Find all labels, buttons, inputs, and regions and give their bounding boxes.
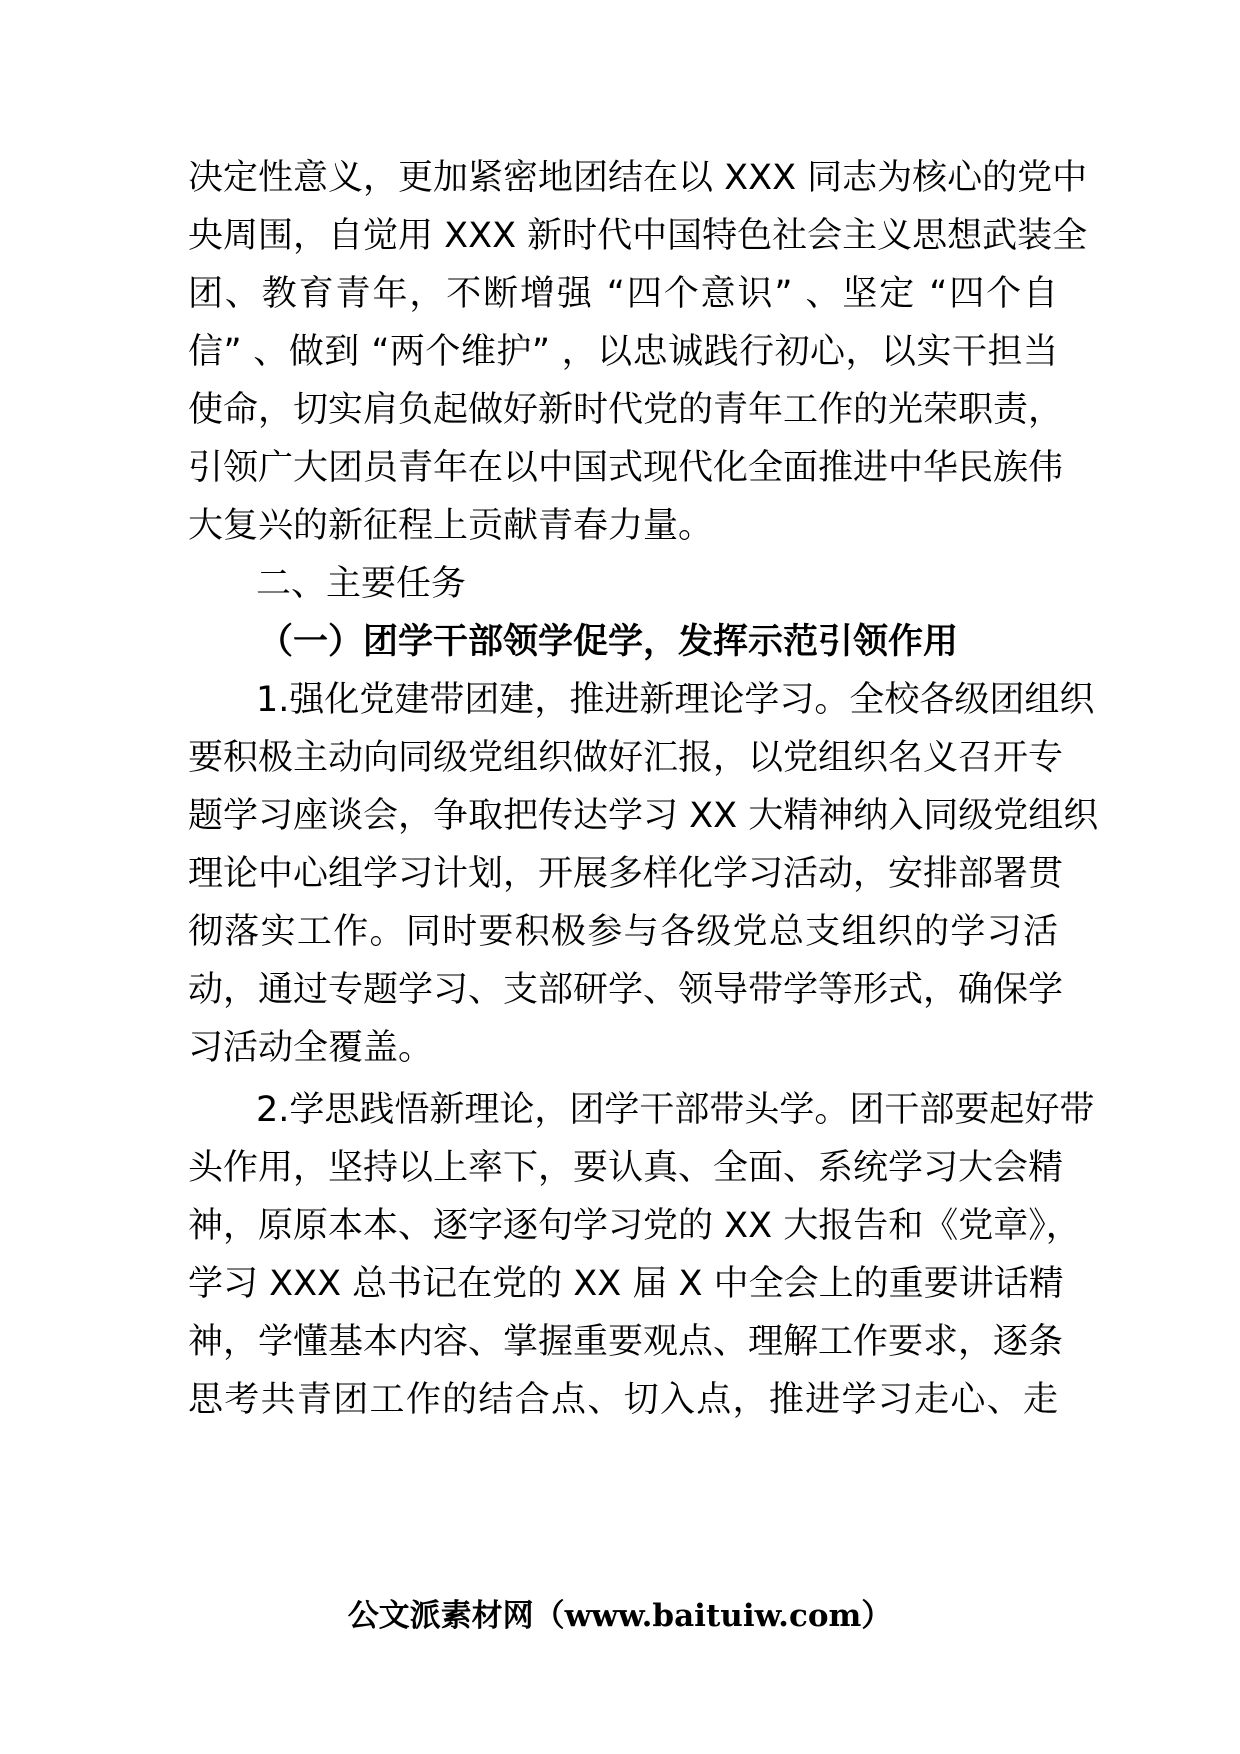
- subsection-heading: （一）团学干部领学促学，发挥示范引领作用: [258, 622, 959, 662]
- paragraph-line: 引领广大团员青年在以中国式现代化全面推进中华民族伟: [188, 448, 1064, 488]
- paragraph-line: 要积极主动向同级党组织做好汇报，以党组织名义召开专: [188, 738, 1064, 778]
- paragraph-line: 决定性意义，更加紧密地团结在以 XXX 同志为核心的党中: [188, 158, 1088, 198]
- paragraph-line: 题学习座谈会，争取把传达学习 XX 大精神纳入同级党组织: [188, 796, 1099, 836]
- section-heading: 二、主要任务: [256, 564, 467, 604]
- paragraph-line: 大复兴的新征程上贡献青春力量。: [188, 506, 714, 546]
- footer-watermark-text: 公文派素材网（www.baituiw.com）: [347, 1598, 893, 1634]
- paragraph-line: 习活动全覆盖。: [188, 1028, 434, 1068]
- paragraph-line: 神，原原本本、逐字逐句学习党的 XX 大报告和《党章》，: [188, 1206, 1081, 1246]
- paragraph-line: 使命，切实肩负起做好新时代党的青年工作的光荣职责，: [188, 390, 1064, 430]
- paragraph-line: 1.强化党建带团建，推进新理论学习。全校各级团组织: [256, 680, 1095, 720]
- paragraph-line: 头作用，坚持以上率下，要认真、全面、系统学习大会精: [188, 1148, 1064, 1188]
- paragraph-line: 2.学思践悟新理论，团学干部带头学。团干部要起好带: [256, 1090, 1095, 1130]
- paragraph-line: 学习 XXX 总书记在党的 XX 届 X 中全会上的重要讲话精: [188, 1264, 1064, 1304]
- paragraph-line: 思考共青团工作的结合点、切入点，推进学习走心、走: [188, 1380, 1058, 1420]
- paragraph-line: 信” 、做到 “两个维护” ，以忠诚践行初心，以实干担当: [188, 332, 1058, 372]
- paragraph-line: 理论中心组学习计划，开展多样化学习活动，安排部署贯: [188, 854, 1064, 894]
- paragraph-line: 动，通过专题学习、支部研学、领导带学等形式，确保学: [188, 970, 1064, 1010]
- paragraph-line: 神，学懂基本内容、掌握重要观点、理解工作要求，逐条: [188, 1322, 1064, 1362]
- paragraph-line: 央周围，自觉用 XXX 新时代中国特色社会主义思想武装全: [188, 216, 1088, 256]
- paragraph-line: 团、教育青年，不断增强 “四个意识” 、坚定 “四个自: [188, 274, 1058, 314]
- paragraph-line: 彻落实工作。同时要积极参与各级党总支组织的学习活: [188, 912, 1058, 952]
